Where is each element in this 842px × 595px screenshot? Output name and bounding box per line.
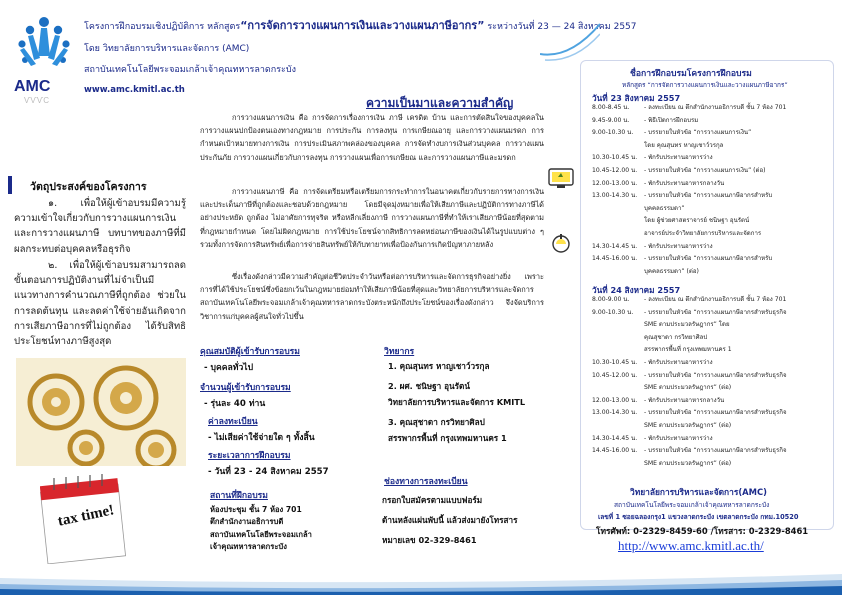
- objective-2: ๒. เพื่อให้ผู้เข้าอบรมสามารถลดขั้นตอนการปฏิบัติงานที่ไม่จำเป็นมีแนวทางการคำนวณภาษีที่ถูกต้อง ช่วยในการลดต้นทุน และลดค่าใช้จ่ายอันเกิดจากการเสียภาษีอากรที่ไม่ถูกต้อง ได้รับสิทธิประโยชน์ทางภาษีสูงสุด: [14, 260, 186, 348]
- schedule-time: 12.00-13.00 น.: [592, 179, 638, 187]
- schedule-detail: - บรรยายในหัวข้อ “การวางแผนการเงิน”: [644, 129, 752, 137]
- schedule-time: 14.30-14.45 น.: [592, 434, 638, 442]
- venue-heading: สถานที่ฝึกอบรม: [210, 491, 268, 501]
- schedule-detail: - บรรยายในหัวข้อ “การวางแผนการเงิน” (ต่อ): [644, 167, 766, 174]
- schedule-detail: - บรรยายในหัวข้อ “การวางแผนภาษีอากรสำหรับ: [644, 255, 773, 263]
- schedule-detail: บุคคลธรรมดา” (ต่อ): [644, 267, 699, 275]
- schedule-time: 12.00-13.00 น.: [592, 396, 638, 404]
- speaker-2: 2. ผศ. ชนิษฐา อุนรัตน์: [388, 381, 470, 391]
- schedule-row: [592, 309, 830, 317]
- schedule-title: ชื่อการฝึกอบรมโครงการฝึกอบรม: [630, 69, 752, 79]
- schedule-detail: SME ตามประมวลรัษฎากร” (ต่อ): [644, 459, 732, 467]
- mouse-icon: [551, 232, 571, 254]
- schedule-detail: คุณสุชาดา กรวิทยาศิลป: [644, 333, 708, 341]
- footer-url-link[interactable]: http://www.amc.kmitl.ac.th/: [618, 538, 764, 553]
- schedule-detail: - พักรับประทานอาหารกลางวัน: [644, 179, 725, 187]
- schedule-detail: - ลงทะเบียน ณ ตึกสำนักงานอธิการบดี ชั้น 7 ห้อง 701: [644, 104, 787, 111]
- qualification-heading: คุณสมบัติผู้เข้ารับการอบรม: [200, 347, 300, 357]
- header-prefix: โครงการฝึกอบรมเชิงปฏิบัติการ หลักสูตร: [84, 22, 241, 32]
- schedule-row: [592, 142, 830, 150]
- schedule-row: [592, 268, 830, 276]
- qualification-value: - บุคคลทั่วไป: [204, 363, 254, 373]
- schedule-detail: - บรรยายในหัวข้อ “การวางแผนภาษีอากรสำหรับธุรกิจ: [644, 371, 787, 379]
- schedule-detail: - บรรยายในหัวข้อ “การวางแผนภาษีอากรสำหรับธุรกิจ: [644, 409, 787, 417]
- attendee-count-heading: จำนวนผู้เข้ารับการอบรม: [200, 383, 291, 393]
- schedule-row: [592, 117, 830, 125]
- schedule-detail: - พักรับประทานอาหารว่าง: [644, 242, 713, 250]
- schedule-time: 10.30-10.45 น.: [592, 154, 638, 162]
- schedule-row: [592, 447, 830, 455]
- schedule-detail: - พักรับประทานอาหารว่าง: [644, 434, 713, 442]
- schedule-time: 9.00-10.30 น.: [592, 129, 634, 137]
- schedule-row: [592, 359, 830, 367]
- schedule-detail: SME ตามประมวลรัษฎากร” (ต่อ): [644, 422, 732, 429]
- header-url[interactable]: www.amc.kmitl.ac.th: [84, 85, 185, 95]
- schedule-row: [592, 296, 830, 304]
- gears-icon: [16, 358, 186, 466]
- schedule-detail: โดย คุณสุนทร หาญเชาว์วรกุล: [644, 141, 724, 149]
- register-line-3: หมายเลข 02-329-8461: [382, 535, 477, 545]
- objective-1: ๑. เพื่อให้ผู้เข้าอบรมมีความรู้ความเข้าใจเกี่ยวกับการวางแผนการเงินและการวางแผนภาษี บทบาทของภาษีที่มีผลกระทบต่อบุคคลหรือธุรกิจ: [14, 198, 186, 255]
- schedule-time: 13.00-14.30 น.: [592, 192, 638, 200]
- schedule-row: [592, 180, 830, 188]
- schedule-row: [592, 104, 830, 112]
- schedule-detail: - บรรยายในหัวข้อ “การวางแผนภาษีอากรสำหรับธุรกิจ: [644, 308, 787, 316]
- schedule-time: 8.00-9.00 น.: [592, 296, 630, 303]
- tax-note-text: tax time!: [56, 502, 116, 530]
- schedule-time: 13.00-14.30 น.: [592, 409, 638, 417]
- background-paragraph-1: การวางแผนการเงิน คือ การจัดการเรื่องการเงิน ภาษี เครดิต บ้าน และการตัดสินใจของบุคคลในการวางแผนปกป้องตนเองทางกฎหมาย การประกัน การลงทุน การเกษียณอายุ และการวางแผนมรดก การกำหนดเป้าหมายทางการเงิน การประเมินสภาพคล่องของบุคคล การจัดทำงบการเงินส่วนบุคคล การวางแผนประกันภัย การวางแผนเกี่ยวกับการลงทุน การวางแผนเพื่อการเกษียณ และการวางแผนภาษีและมรดก: [200, 113, 544, 162]
- schedule-time: 14.45-16.00 น.: [592, 447, 638, 455]
- venue-line-4: เจ้าคุณทหารลาดกระบัง: [210, 542, 287, 552]
- speakers-heading: วิทยากร: [384, 347, 415, 357]
- schedule-time: 10.45-12.00 น.: [592, 371, 638, 379]
- schedule-detail: SME ตามประมวลรัษฎากร” โดย: [644, 321, 730, 329]
- logo-subtext: ѴѴѴС: [24, 96, 50, 105]
- wave-icon: [0, 572, 842, 595]
- background-paragraph-3: ซึ่งเรื่องดังกล่าวมีความสำคัญต่อชีวิตประจำวันหรือต่อการบริหารและจัดการธุรกิจอย่างยิ่ง เพราะการที่ได้ใช้ประโยชน์ซึ่งข้อยกเว้นในกฎหมายย่อมทำให้เสียภาษีน้อยที่สุดและวิทยาลัยการบริหารและจัดการ สถาบันเทคโนโลยีพระจอมเกล้าเจ้าคุณทหารลาดกระบังตระหนักถึงประโยชน์ของเรื่องดังกล่าว จึงจัดบริการวิชาการแก่บุคคลผู้สนใจทั่วไปขึ้น: [200, 272, 544, 321]
- venue-line-3: สถาบันเทคโนโลยีพระจอมเกล้า: [210, 529, 312, 539]
- schedule-detail: - ลงทะเบียน ณ ตึกสำนักงานอธิการบดี ชั้น 7 ห้อง 701: [644, 296, 787, 303]
- schedule-time: 10.45-12.00 น.: [592, 167, 638, 174]
- speaker-2-affiliation: วิทยาลัยการบริหารและจัดการ KMITL: [388, 397, 526, 407]
- venue-lines: [210, 504, 312, 554]
- speaker-3: 3. คุณสุชาดา กรวิทยาศิลป: [388, 417, 485, 427]
- schedule-time: 9.00-10.30 น.: [592, 308, 634, 316]
- header-line-2: โดย วิทยาลัยการบริหารและจัดการ (AMC): [84, 44, 250, 54]
- schedule-detail: - พักรับประทานอาหารกลางวัน: [644, 396, 725, 404]
- schedule-detail: อาจารย์ประจำวิทยาลัยการบริหารและจัดการ: [644, 230, 762, 237]
- footer-phone: โทรศัพท์: 0-2329-8459-60 /โทรสาร: 0-2329-8461: [596, 526, 809, 536]
- speaker-3-affiliation: สรรพากรพื้นที่ กรุงเทพมหานคร 1: [388, 433, 507, 443]
- schedule-detail: บุคคลธรรมดา”: [644, 204, 685, 212]
- schedule-row: [592, 435, 830, 443]
- schedule-row: [592, 230, 830, 238]
- header-line-3: สถาบันเทคโนโลยีพระจอมเกล้าเจ้าคุณทหารลาดกระบัง: [84, 65, 296, 75]
- monitor-icon: [548, 168, 574, 190]
- schedule-row: [592, 334, 830, 342]
- schedule-detail: - บรรยายในหัวข้อ “การวางแผนภาษีอากรสำหรับ: [644, 192, 773, 200]
- schedule-row: [592, 255, 830, 263]
- schedule-detail: SME ตามประมวลรัษฎากร” (ต่อ): [644, 384, 732, 392]
- day-1-heading: วันที่ 23 สิงหาคม 2557: [592, 93, 681, 103]
- schedule-row: [592, 321, 830, 329]
- fee-heading: ค่าลงทะเบียน: [208, 417, 258, 427]
- schedule-row: [592, 397, 830, 405]
- schedule-row: [592, 167, 830, 175]
- schedule-row: [592, 422, 830, 430]
- schedule-time: 10.30-10.45 น.: [592, 359, 638, 366]
- schedule-time: 14.30-14.45 น.: [592, 242, 638, 250]
- venue-line-1: ห้องประชุม ชั้น 7 ห้อง 701: [210, 505, 302, 514]
- objectives-bar: [8, 176, 12, 194]
- objectives-title: วัตถุประสงค์ของโครงการ: [30, 181, 147, 193]
- schedule-row: [592, 154, 830, 162]
- register-line-2: ด้านหลังแผ่นพับนี้ แล้วส่งมายังโทรสาร: [382, 515, 518, 525]
- schedule-time: 14.45-16.00 น.: [592, 255, 638, 263]
- schedule-detail: - พิธีเปิดการฝึกอบรม: [644, 116, 699, 124]
- header-title: “การจัดการวางแผนการเงินและวางแผนภาษีอากร”: [240, 19, 485, 32]
- register-line-1: กรอกใบสมัครตามแบบฟอร์ม: [382, 495, 483, 505]
- period-value: - วันที่ 23 - 24 สิงหาคม 2557: [208, 467, 329, 477]
- footer-org: วิทยาลัยการบริหารและจัดการ(AMC): [630, 487, 767, 497]
- schedule-row: [592, 243, 830, 251]
- venue-line-2: ตึกสำนักงานอธิการบดี: [210, 517, 284, 527]
- fee-value: - ไม่เสียค่าใช้จ่ายใด ๆ ทั้งสิ้น: [208, 433, 315, 443]
- schedule-row: [592, 460, 830, 468]
- header-swirl-icon: [540, 14, 600, 64]
- period-heading: ระยะเวลาการฝึกอบรม: [208, 451, 291, 461]
- logo-text: AMC: [14, 78, 51, 95]
- footer-address: เลขที่ 1 ซอยฉลองกรุง1 แขวงลาดกระบัง เขตลาดกระบัง กทม.10520: [598, 513, 799, 521]
- schedule-row: [592, 217, 830, 225]
- schedule-row: [592, 409, 830, 417]
- speaker-1: 1. คุณสุนทร หาญเชาว์วรกุล: [388, 361, 490, 371]
- schedule-detail: - พักรับประทานอาหารว่าง: [644, 359, 713, 366]
- attendee-count-value: - รุ่นละ 40 ท่าน: [204, 399, 266, 409]
- schedule-detail: - พักรับประทานอาหารว่าง: [644, 154, 713, 162]
- schedule-time: 8.00-8.45 น.: [592, 104, 630, 111]
- schedule-detail: โดย ผู้ช่วยศาสตราจารย์ ชนิษฐา อุนรัตน์: [644, 217, 750, 225]
- schedule-row: [592, 192, 830, 200]
- schedule-row: [592, 372, 830, 380]
- footer-institute: สถาบันเทคโนโลยีพระจอมเกล้าเจ้าคุณทหารลาดกระบัง: [614, 501, 770, 509]
- background-paragraph-2: การวางแผนภาษี คือ การจัดเตรียมหรือเตรียมการกระทำการในอนาคตเกี่ยวกับรายการทางการเงิน และประเด็นภาษีที่ถูกต้องและชอบด้วยกฎหมาย โดยมีจุดมุ่งหมายเพื่อให้เสียภาษีและปฏิบัติการทางภาษีได้อย่างประหยัด ถูกต้อง ไม่อาศัยการทุจริต หรือหลีกเลี่ยงภาษี การวางแผนภาษีที่ทำให้เราเสียภาษีน้อยที่สุดตามที่กฎหมายกำหนด โดยไม่ผิดกฎหมาย การใช้ประโยชน์จากสิทธิการลดหย่อนภาษีของเงินได้ในรูปแบบต่าง ๆ รวมทั้งการจัดการสินทรัพย์เพื่อการจ่ายสินทรัพย์ให้กับทายาทเพื่อป้องกันการเกิดปัญหาภายหลัง: [200, 187, 544, 249]
- schedule-time: 9.45-9.00 น.: [592, 116, 630, 124]
- background-title: ความเป็นมาและความสำคัญ: [366, 96, 514, 110]
- header-date: ระหว่างวันที่ 23 — 24 สิงหาคม 2557: [487, 22, 637, 32]
- schedule-row: [592, 205, 830, 213]
- day-2-heading: วันที่ 24 สิงหาคม 2557: [592, 285, 681, 295]
- schedule-detail: สรรพากรพื้นที่ กรุงเทพมหานคร 1: [644, 346, 732, 354]
- schedule-subtitle: หลักสูตร “การจัดการวางแผนการเงินและวางแผนภาษีอากร”: [622, 81, 788, 89]
- schedule-detail: - บรรยายในหัวข้อ “การวางแผนภาษีอากรสำหรับธุรกิจ: [644, 447, 787, 455]
- schedule-row: [592, 129, 830, 137]
- schedule-row: [592, 384, 830, 392]
- schedule-row: [592, 346, 830, 354]
- register-heading: ช่องทางการลงทะเบียน: [384, 477, 468, 487]
